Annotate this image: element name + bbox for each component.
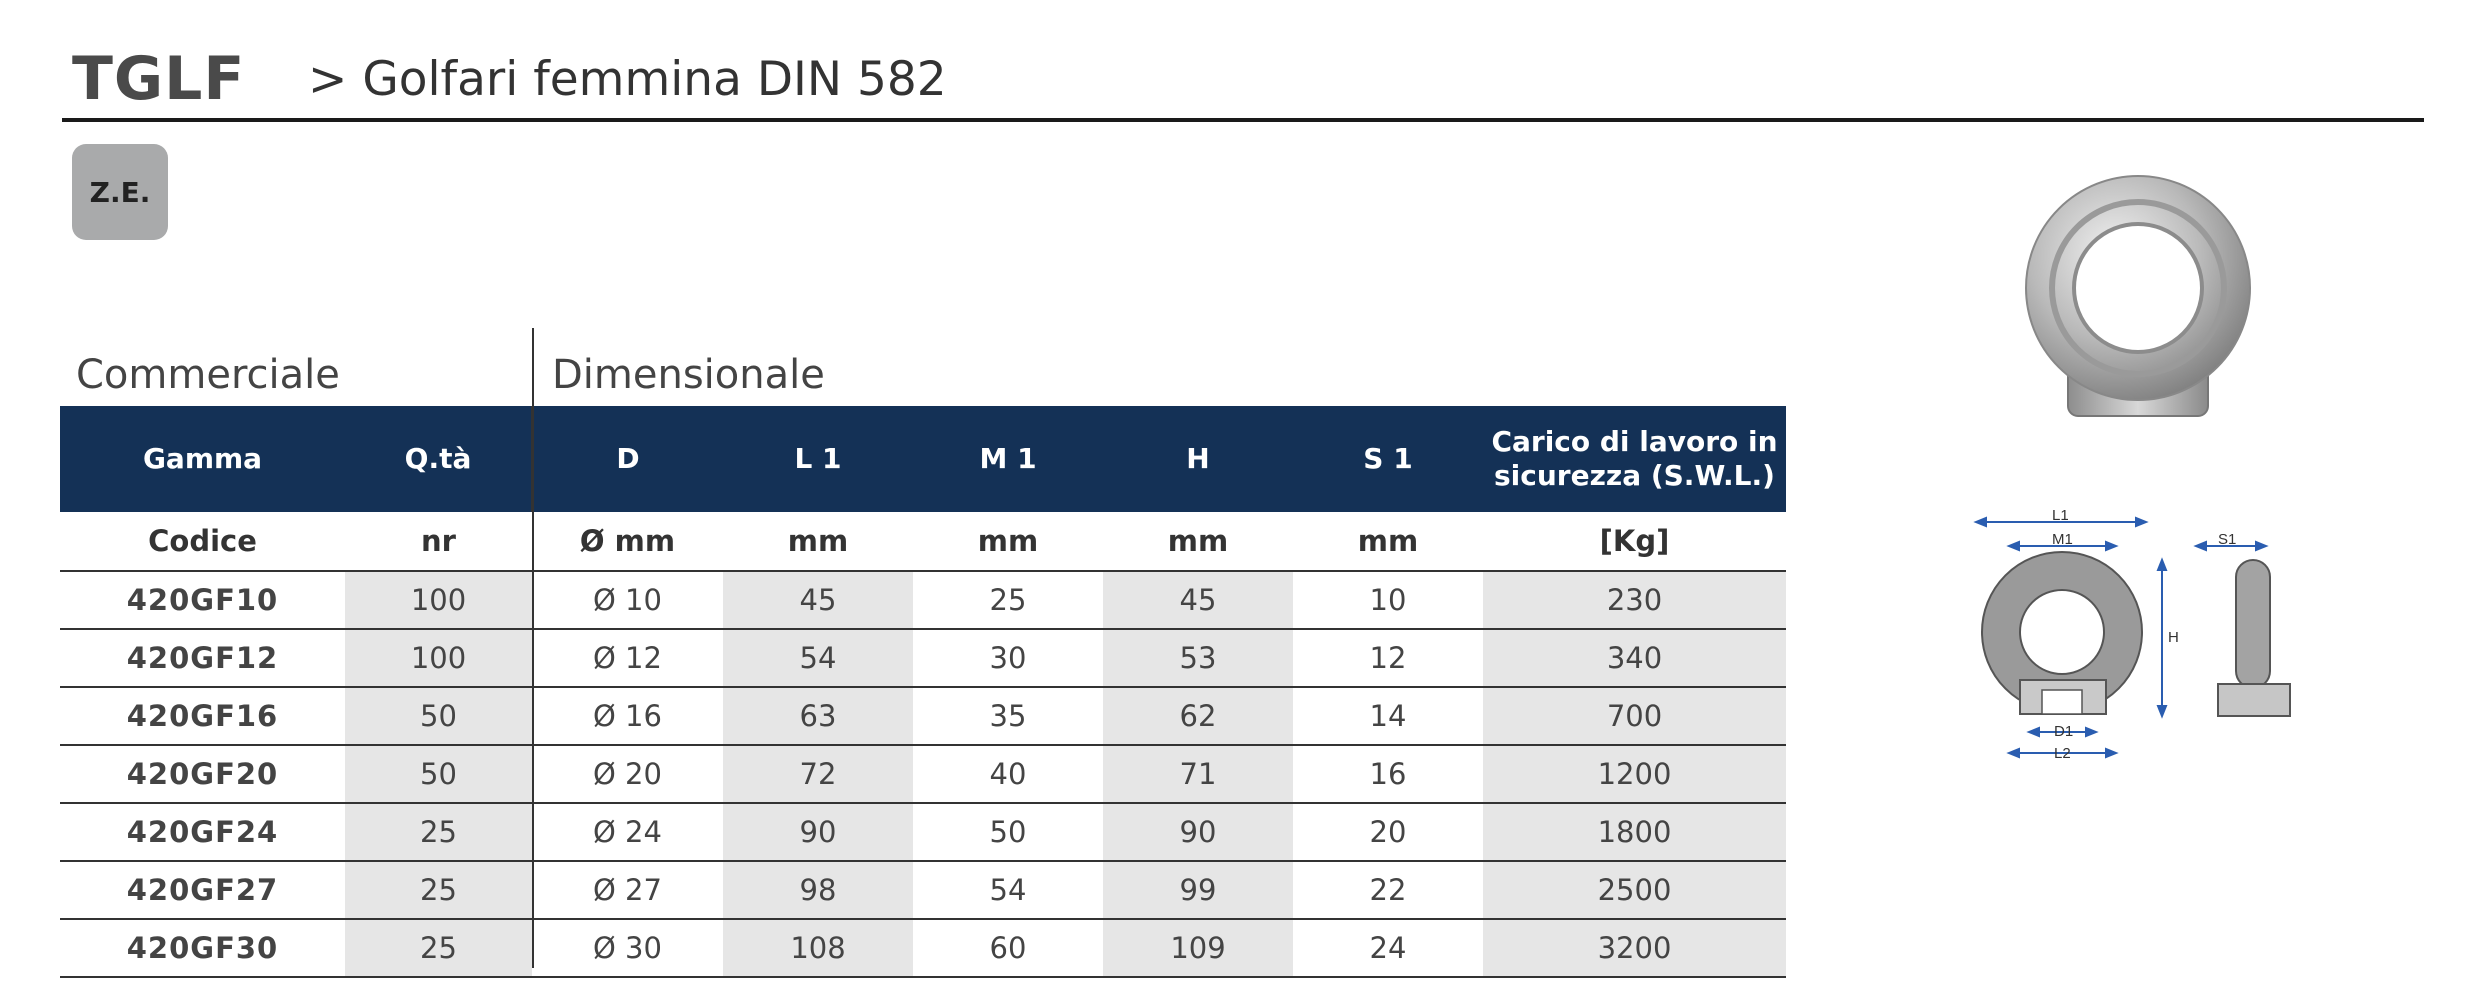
table-cell: 50 xyxy=(913,803,1103,861)
table-cell: 98 xyxy=(723,861,913,919)
dim-h-label: H xyxy=(2168,629,2179,646)
spec-table xyxy=(60,406,1786,978)
table-cell: 50 xyxy=(345,745,532,803)
product-code-cell: 420GF24 xyxy=(60,803,345,861)
column-header: L 1 xyxy=(723,406,913,512)
technical-drawing xyxy=(1960,500,2330,770)
table-cell: 1800 xyxy=(1483,803,1786,861)
unit-cell: Ø mm xyxy=(532,512,723,571)
table-cell: 99 xyxy=(1103,861,1293,919)
table-cell: 90 xyxy=(723,803,913,861)
table-cell: 30 xyxy=(913,629,1103,687)
dim-l2-label: L2 xyxy=(2054,745,2071,762)
column-header: Q.tà xyxy=(345,406,532,512)
unit-cell: mm xyxy=(913,512,1103,571)
table-cell: 60 xyxy=(913,919,1103,977)
group-divider xyxy=(532,328,534,968)
column-header-row xyxy=(60,406,1786,512)
table-cell: 700 xyxy=(1483,687,1786,745)
table-cell: 22 xyxy=(1293,861,1483,919)
dim-l1-label: L1 xyxy=(2052,507,2069,524)
table-row xyxy=(60,629,1786,687)
unit-cell: mm xyxy=(1103,512,1293,571)
table-cell: 25 xyxy=(345,919,532,977)
dim-s1-label: S1 xyxy=(2218,531,2237,548)
table-cell: Ø 30 xyxy=(532,919,723,977)
table-cell: 72 xyxy=(723,745,913,803)
table-cell: 16 xyxy=(1293,745,1483,803)
product-code-cell: 420GF10 xyxy=(60,571,345,629)
table-cell: 53 xyxy=(1103,629,1293,687)
table-cell: 25 xyxy=(345,803,532,861)
unit-cell: nr xyxy=(345,512,532,571)
units-row xyxy=(60,512,1786,571)
column-header: M 1 xyxy=(913,406,1103,512)
table-cell: Ø 27 xyxy=(532,861,723,919)
product-code-cell: 420GF30 xyxy=(60,919,345,977)
table-cell: 62 xyxy=(1103,687,1293,745)
table-cell: 35 xyxy=(913,687,1103,745)
table-cell: 25 xyxy=(345,861,532,919)
table-cell: Ø 16 xyxy=(532,687,723,745)
table-cell: 54 xyxy=(723,629,913,687)
group-header-row xyxy=(60,328,1786,406)
table-cell: 108 xyxy=(723,919,913,977)
table-row xyxy=(60,803,1786,861)
unit-cell: mm xyxy=(723,512,913,571)
table-cell: 54 xyxy=(913,861,1103,919)
table-cell: 340 xyxy=(1483,629,1786,687)
table-cell: Ø 20 xyxy=(532,745,723,803)
column-header: Carico di lavoro in sicurezza (S.W.L.) xyxy=(1483,406,1786,512)
table-cell: 20 xyxy=(1293,803,1483,861)
dim-m1-label: M1 xyxy=(2052,531,2073,548)
group-commercial: Commerciale xyxy=(76,352,340,398)
finish-badge: Z.E. xyxy=(72,144,168,240)
product-code-cell: 420GF16 xyxy=(60,687,345,745)
table-row xyxy=(60,861,1786,919)
unit-cell: mm xyxy=(1293,512,1483,571)
product-code-cell: 420GF20 xyxy=(60,745,345,803)
product-code: TGLF xyxy=(72,44,246,114)
table-cell: 40 xyxy=(913,745,1103,803)
table-cell: 3200 xyxy=(1483,919,1786,977)
table-cell: 50 xyxy=(345,687,532,745)
table-cell: Ø 10 xyxy=(532,571,723,629)
product-subtitle: > Golfari femmina DIN 582 xyxy=(308,52,947,107)
table-cell: 63 xyxy=(723,687,913,745)
column-header: Gamma xyxy=(60,406,345,512)
table-cell: 10 xyxy=(1293,571,1483,629)
unit-cell: [Kg] xyxy=(1483,512,1786,571)
product-code-cell: 420GF27 xyxy=(60,861,345,919)
table-cell: 71 xyxy=(1103,745,1293,803)
table-cell: 45 xyxy=(723,571,913,629)
table-cell: 25 xyxy=(913,571,1103,629)
table-cell: Ø 12 xyxy=(532,629,723,687)
group-dimensional: Dimensionale xyxy=(552,352,825,398)
table-cell: 230 xyxy=(1483,571,1786,629)
eye-nut-photo xyxy=(1990,160,2290,450)
table-cell: 2500 xyxy=(1483,861,1786,919)
dim-d1-label: D1 xyxy=(2054,723,2074,740)
table-row xyxy=(60,745,1786,803)
table-cell: 24 xyxy=(1293,919,1483,977)
product-code-cell: 420GF12 xyxy=(60,629,345,687)
table-row xyxy=(60,919,1786,977)
table-cell: 100 xyxy=(345,629,532,687)
table-cell: Ø 24 xyxy=(532,803,723,861)
table-cell: 14 xyxy=(1293,687,1483,745)
spec-table-wrapper xyxy=(60,328,1786,978)
page-header xyxy=(62,40,2424,120)
table-cell: 90 xyxy=(1103,803,1293,861)
unit-cell: Codice xyxy=(60,512,345,571)
column-header: S 1 xyxy=(1293,406,1483,512)
table-cell: 1200 xyxy=(1483,745,1786,803)
table-cell: 12 xyxy=(1293,629,1483,687)
column-header: D xyxy=(532,406,723,512)
table-row xyxy=(60,571,1786,629)
column-header: H xyxy=(1103,406,1293,512)
header-rule xyxy=(62,118,2424,122)
table-cell: 45 xyxy=(1103,571,1293,629)
table-body xyxy=(60,512,1786,977)
table-cell: 109 xyxy=(1103,919,1293,977)
table-row xyxy=(60,687,1786,745)
table-cell: 100 xyxy=(345,571,532,629)
